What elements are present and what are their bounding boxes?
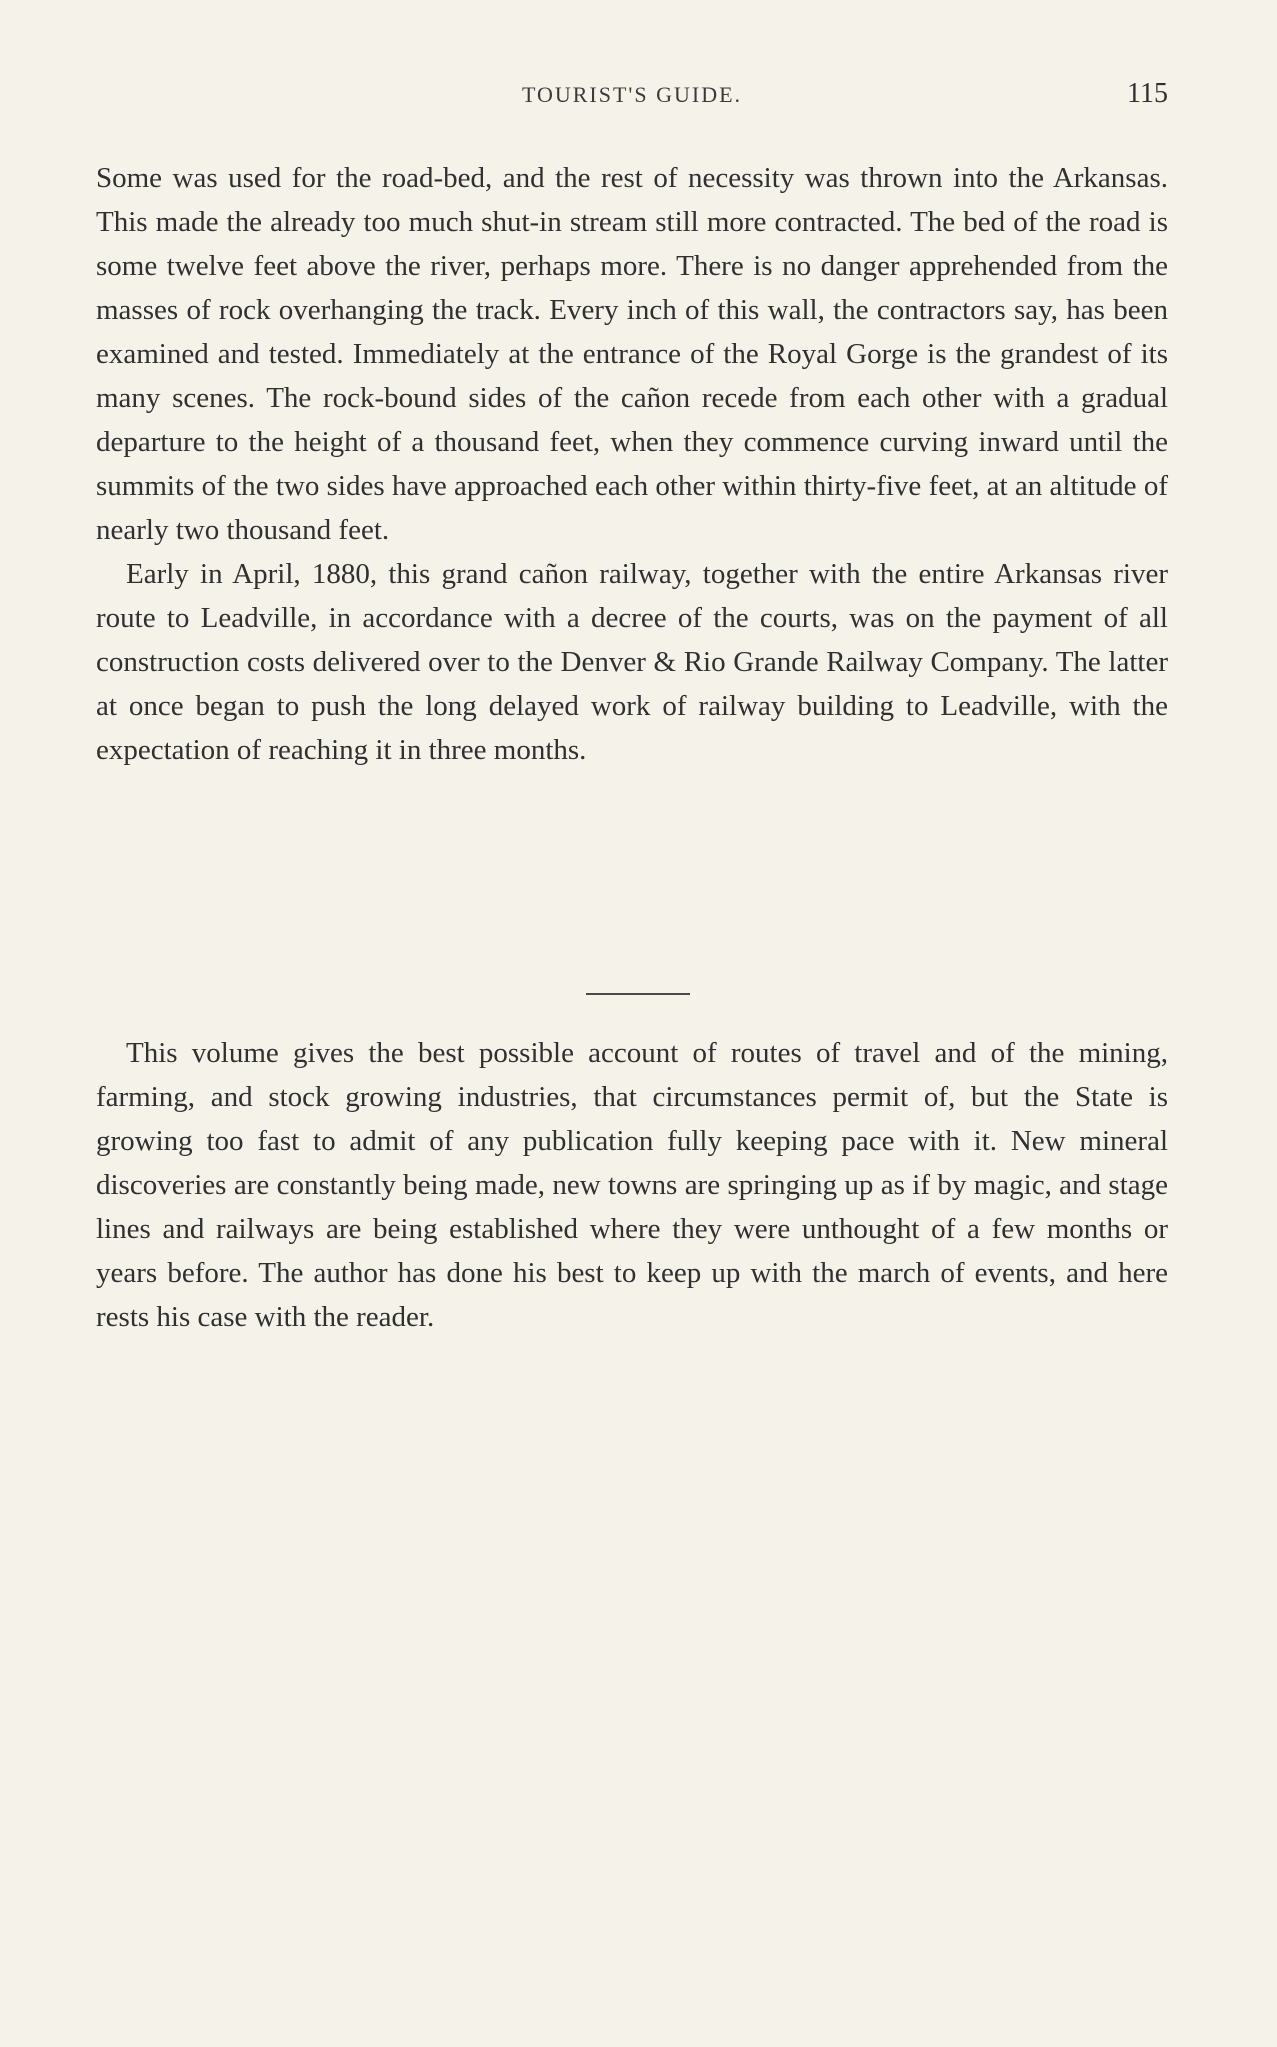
page-number: 115 [1127, 78, 1168, 109]
paragraph-april-1880: Early in April, 1880, this grand cañon railway, together with the entire Arkansas river route to Leadville, in accordance with a decree of the courts, was on the payment of all construction costs delivered over to the Denver & Rio Grande Railway Company. The latter at once began to push the long delayed work of railway building to Leadville, with the expectation of reaching it in three months. [96, 558, 1168, 766]
running-title: TOURIST'S GUIDE. [521, 82, 743, 107]
closing-text-block [96, 1031, 1168, 1339]
section-divider [586, 993, 690, 995]
paragraph-closing-note: This volume gives the best possible account of routes of travel and of the mining, farming, and stock growing industries, that circumstances permit of, but the State is growing too fast to admit of any publication fully keeping pace with it. New mineral discoveries are constantly being made, new towns are springing up as if by magic, and stage lines and railways are being established where they were unthought of a few months or years before. The author has done his best to keep up with the march of events, and here rests his case with the reader. [96, 1037, 1168, 1333]
paragraph-continued: Some was used for the road-bed, and the rest of necessity was thrown into the Arkansas. This made the already too much shut-in stream still more contracted. The bed of the road is some twelve feet above the river, perhaps more. There is no danger apprehended from the masses of rock overhanging the track. Every inch of this wall, the contractors say, has been examined and tested. Immediately at the entrance of the Royal Gorge is the grandest of its many scenes. The rock-bound sides of the cañon recede from each other with a gradual departure to the height of a thousand feet, when they commence curving inward until the summits of the two sides have approached each other within thirty-five feet, at an altitude of nearly two thousand feet. [96, 162, 1168, 546]
main-text-block [96, 156, 1168, 772]
running-head [96, 78, 1168, 114]
